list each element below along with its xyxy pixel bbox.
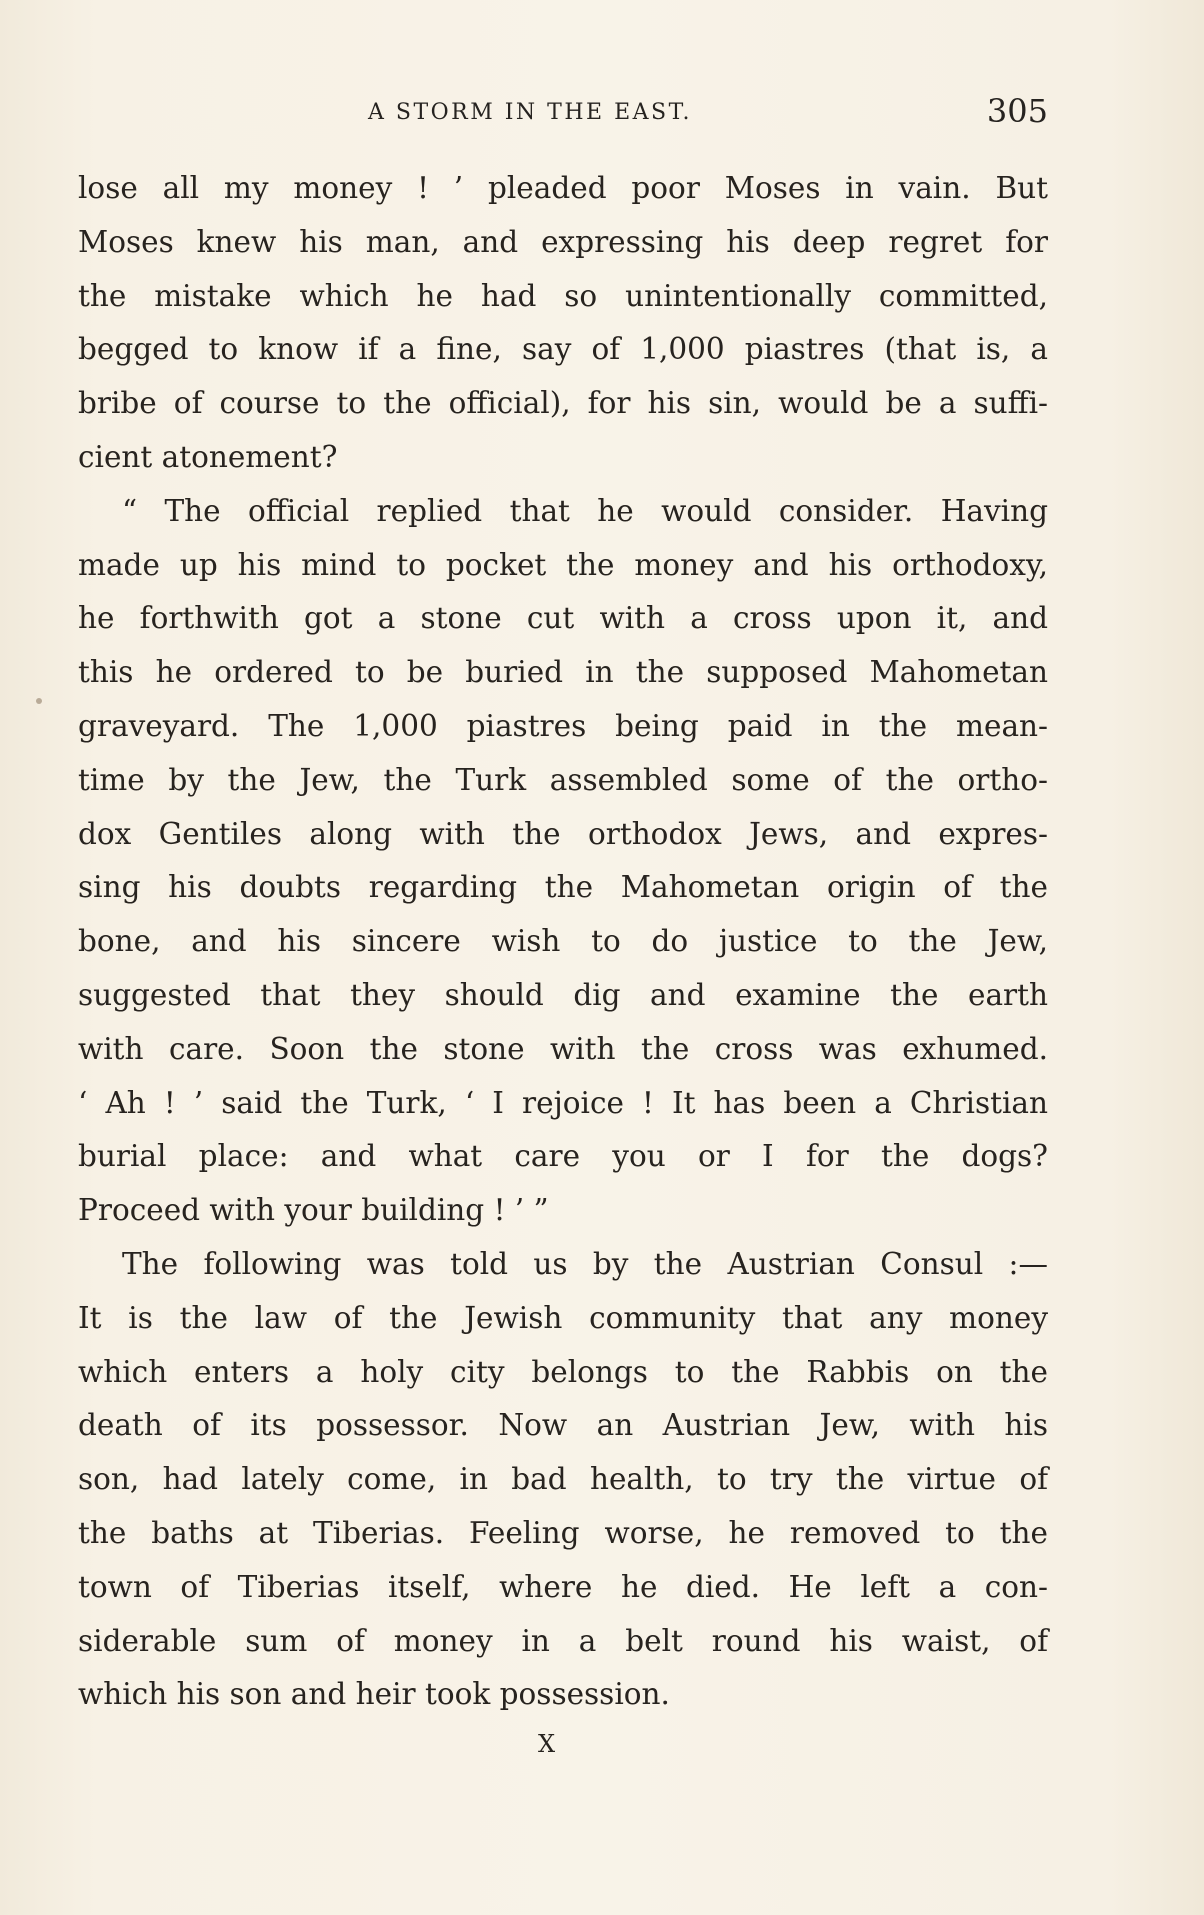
text-line: siderable sum of money in a belt round his waist, of — [78, 1623, 1048, 1658]
text-line: graveyard. The 1,000 piastres being paid in the mean- — [78, 708, 1048, 743]
text-line: It is the law of the Jewish community that any money — [78, 1300, 1048, 1335]
body-text — [78, 162, 1048, 1722]
text-line: town of Tiberias itself, where he died. He left a con- — [78, 1569, 1048, 1604]
text-line: made up his mind to pocket the money and his orthodoxy, — [78, 547, 1048, 582]
text-line: “ The official replied that he would consider. Having — [122, 493, 1048, 528]
text-line: cient atonement? — [78, 439, 338, 474]
running-title: A STORM IN THE EAST. — [368, 100, 693, 125]
text-line: The following was told us by the Austrian Consul :— — [122, 1246, 1048, 1281]
text-line: suggested that they should dig and examine the earth — [78, 977, 1048, 1012]
text-line: death of its possessor. Now an Austrian Jew, with his — [78, 1408, 1048, 1443]
text-line: which his son and heir took possession. — [78, 1677, 670, 1712]
text-line: bribe of course to the official), for his sin, would be a suffi- — [78, 386, 1048, 421]
text-line: he forthwith got a stone cut with a cross upon it, and — [78, 601, 1048, 636]
text-line: bone, and his sincere wish to do justice to the Jew, — [78, 924, 1048, 959]
text-line: this he ordered to be buried in the supposed Mahometan — [78, 655, 1048, 690]
text-line: ‘ Ah ! ’ said the Turk, ‘ I rejoice ! It has been a Christian — [78, 1085, 1048, 1120]
text-line: the baths at Tiberias. Feeling worse, he removed to the — [78, 1515, 1048, 1550]
text-line: which enters a holy city belongs to the Rabbis on the — [78, 1354, 1048, 1389]
text-line: Proceed with your building ! ’ ” — [78, 1193, 549, 1228]
text-line: Moses knew his man, and expressing his deep regret for — [78, 224, 1048, 259]
text-line: burial place: and what care you or I for the dogs? — [78, 1139, 1048, 1174]
running-header — [78, 92, 1048, 132]
signature-mark: X — [538, 1730, 556, 1758]
ink-speck — [36, 698, 42, 704]
text-line: lose all my money ! ’ pleaded poor Moses in vain. But — [78, 171, 1048, 205]
text-line: begged to know if a fine, say of 1,000 piastres (that is, a — [78, 332, 1048, 367]
text-line: with care. Soon the stone with the cross was exhumed. — [78, 1031, 1048, 1066]
text-line: son, had lately come, in bad health, to try the virtue of — [78, 1462, 1048, 1497]
text-line: the mistake which he had so unintentionally committed, — [78, 278, 1048, 313]
text-line: time by the Jew, the Turk assembled some of the ortho- — [78, 762, 1048, 797]
text-line: dox Gentiles along with the orthodox Jews, and expres- — [78, 816, 1048, 851]
text-line: sing his doubts regarding the Mahometan origin of the — [78, 870, 1048, 905]
page-number: 305 — [986, 92, 1048, 130]
